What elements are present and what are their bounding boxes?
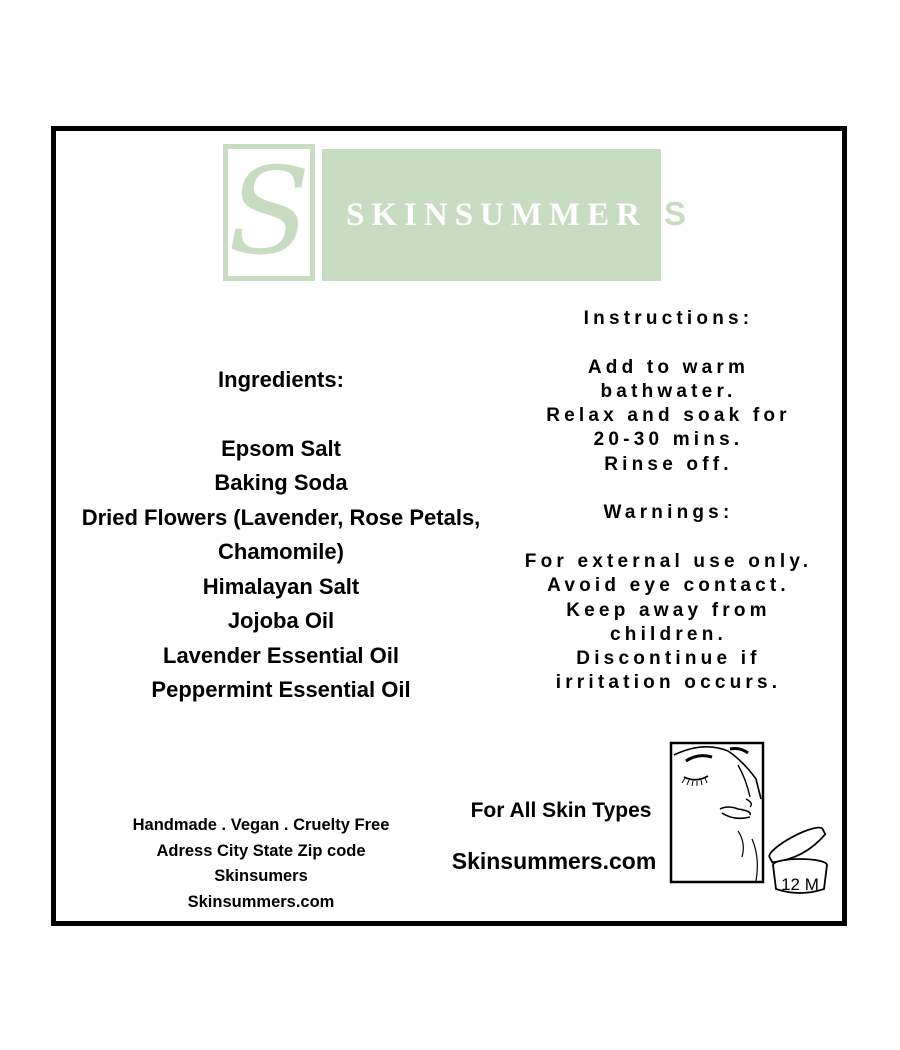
ingredient-item: Himalayan Salt <box>202 573 360 599</box>
brand-monogram: S <box>228 143 311 282</box>
skin-types-text: For All Skin Types <box>470 799 652 822</box>
spacer <box>501 477 836 501</box>
instruction-line: Rinse off. <box>604 453 733 475</box>
ingredient-item: Lavender Essential Oil <box>163 642 399 668</box>
warning-line: Avoid eye contact. <box>547 575 790 597</box>
warnings-title: Warnings: <box>603 502 734 524</box>
website-text: Skinsummers.com <box>451 848 657 874</box>
spacer <box>501 331 836 355</box>
ingredient-item: Baking Soda <box>214 470 348 495</box>
ingredient-item: Dried Flowers (Lavender, Rose Petals, <box>81 504 481 530</box>
footer-line: Adress City State Zip code <box>156 841 366 860</box>
face-with-cream-jar-icon <box>668 739 838 909</box>
footer-info <box>86 813 436 915</box>
footer-line: Skinsummers.com <box>187 892 335 911</box>
warning-line: children. <box>610 623 727 645</box>
brand-name: SKINSUMMER <box>346 197 648 233</box>
brand-name-tail: S <box>664 195 687 232</box>
spacer <box>501 526 836 550</box>
warning-line: Keep away from <box>566 599 771 621</box>
ingredient-item: Jojoba Oil <box>227 608 335 633</box>
ingredient-item: Epsom Salt <box>221 435 341 461</box>
footer-line: Handmade . Vegan . Cruelty Free <box>132 816 390 834</box>
pao-label: 12 M <box>781 875 819 894</box>
ingredient-item: Peppermint Essential Oil <box>151 677 411 702</box>
warning-line: For external use only. <box>524 550 813 572</box>
instruction-line: bathwater. <box>600 380 737 402</box>
product-label <box>51 126 847 926</box>
instructions-title: Instructions: <box>583 308 754 329</box>
instructions-section <box>501 307 836 696</box>
instruction-line: Add to warm <box>587 356 750 378</box>
warning-line: Discontinue if <box>576 648 761 670</box>
ingredients-title: Ingredients: <box>218 367 344 392</box>
ingredients-section <box>56 363 506 708</box>
brand-monogram-logo <box>223 144 315 281</box>
warning-line: irritation occurs. <box>555 672 782 694</box>
instruction-line: 20-30 mins. <box>593 429 744 451</box>
footer-line: Skinsumers <box>214 867 308 885</box>
instruction-line: Relax and soak for <box>546 405 791 427</box>
ingredient-item: Chamomile) <box>218 539 344 564</box>
